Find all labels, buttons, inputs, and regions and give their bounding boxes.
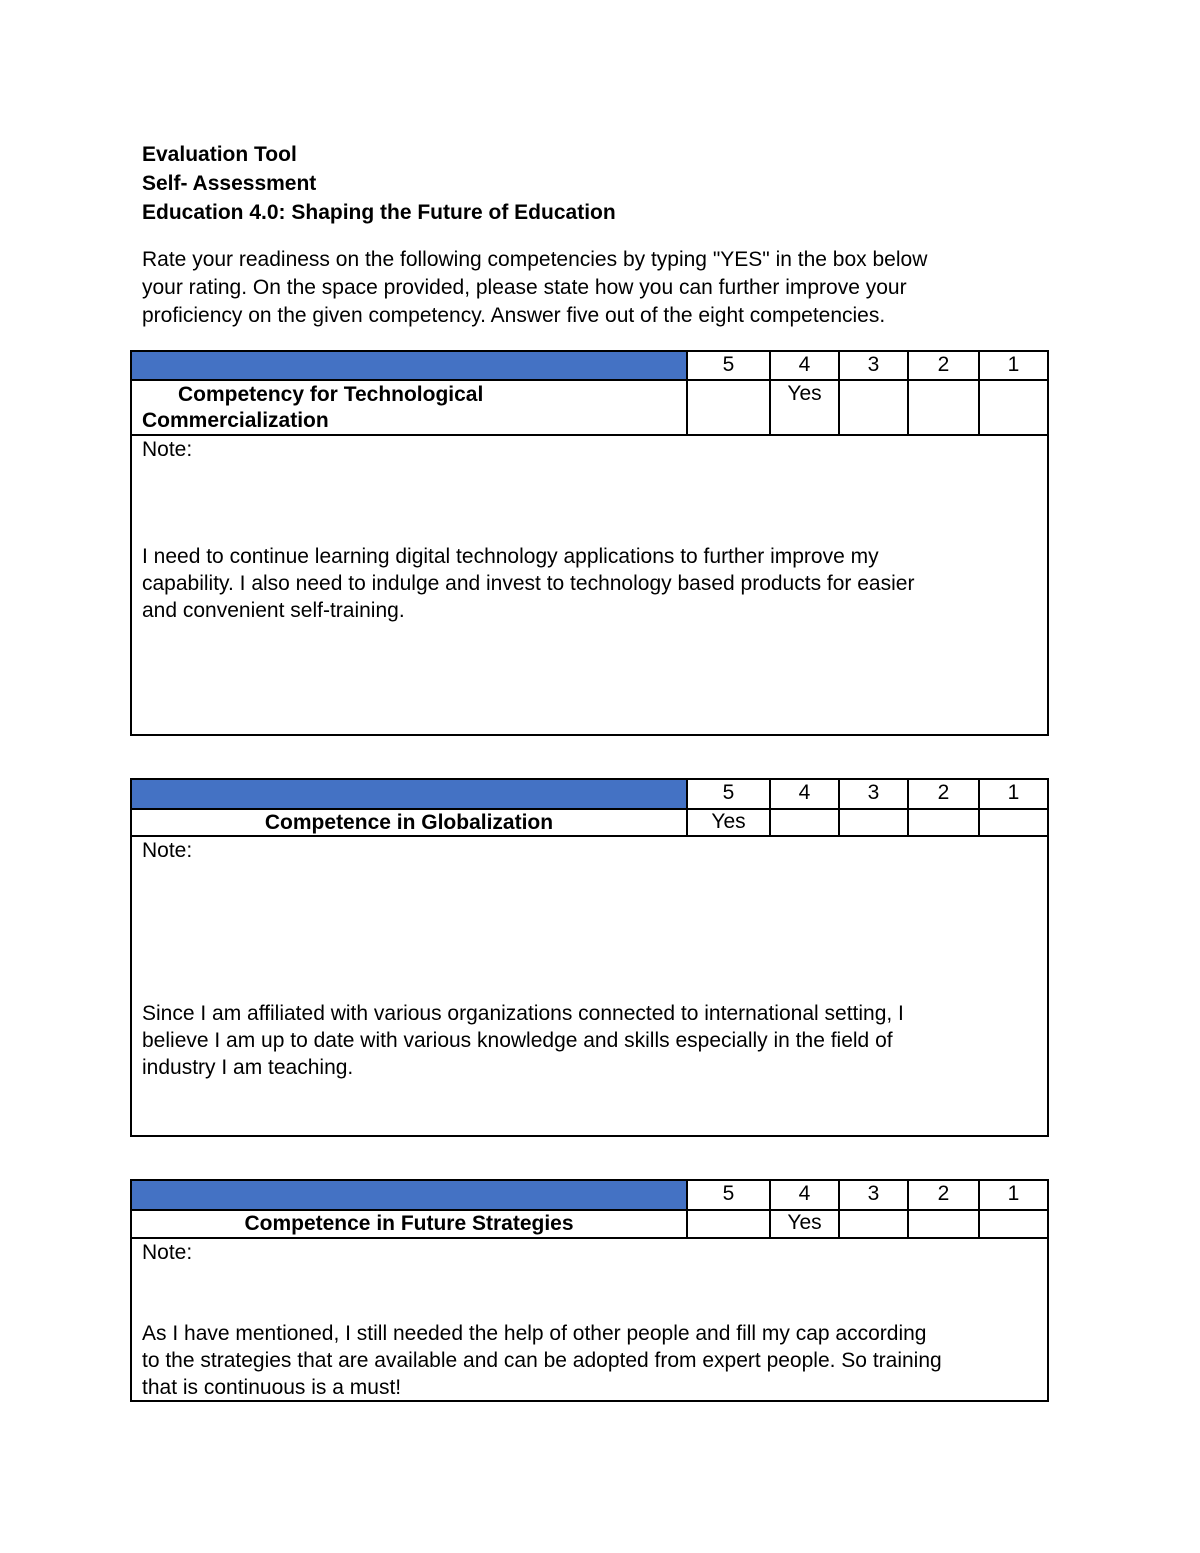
rating-header-1: 1 [980, 1181, 1047, 1211]
note-line: and convenient self-training. [142, 599, 405, 622]
rating-cell-2[interactable] [909, 810, 980, 837]
instruction-line: proficiency on the given competency. Answer five out of the eight competencies. [142, 304, 886, 327]
competency-table-technological-commercialization [130, 350, 1049, 736]
rating-header-3: 3 [840, 780, 909, 810]
rating-header-4: 4 [771, 780, 840, 810]
note-text [142, 543, 1033, 624]
note-label: Note: [142, 1241, 193, 1264]
rating-header-2: 2 [909, 352, 980, 381]
rating-cell-1[interactable] [980, 381, 1047, 436]
rating-cell-2[interactable] [909, 1211, 980, 1239]
rating-cell-4[interactable] [771, 810, 840, 837]
note-area[interactable] [132, 436, 1047, 732]
rating-cell-5[interactable] [688, 1211, 771, 1239]
competency-name-line: Competency for Technological [178, 383, 484, 406]
note-line: that is continuous is a must! [142, 1376, 402, 1399]
document-topic: Education 4.0: Shaping the Future of Education [142, 201, 616, 224]
rating-header-4: 4 [771, 1181, 840, 1211]
note-line: As I have mentioned, I still needed the help of other people and fill my cap according [142, 1322, 927, 1345]
note-area[interactable] [132, 837, 1047, 1135]
note-label: Note: [142, 438, 193, 461]
rating-header-5: 5 [688, 780, 771, 810]
document-title: Evaluation Tool [142, 143, 297, 166]
instruction-line: Rate your readiness on the following competencies by typing "YES" in the box below [142, 248, 928, 271]
note-text [142, 1320, 1033, 1401]
note-line: capability. I also need to indulge and invest to technology based products for easier [142, 572, 915, 595]
rating-header-5: 5 [688, 352, 771, 381]
note-line: Since I am affiliated with various organizations connected to international setting, I [142, 1002, 904, 1025]
competency-name-line: Commercialization [142, 409, 329, 432]
rating-header-2: 2 [909, 1181, 980, 1211]
rating-cell-4[interactable]: Yes [771, 1211, 840, 1239]
table-header-bar [132, 780, 688, 810]
document-subtitle: Self- Assessment [142, 172, 317, 195]
note-line: industry I am teaching. [142, 1056, 354, 1079]
rating-cell-3[interactable] [840, 381, 909, 436]
document-header [142, 140, 1042, 227]
competency-name [132, 381, 688, 436]
note-area[interactable] [132, 1239, 1047, 1400]
rating-header-5: 5 [688, 1181, 771, 1211]
rating-cell-3[interactable] [840, 1211, 909, 1239]
note-line: to the strategies that are available and can be adopted from expert people. So training [142, 1349, 942, 1372]
rating-header-3: 3 [840, 1181, 909, 1211]
competency-name: Competence in Future Strategies [132, 1211, 688, 1239]
table-header-bar [132, 1181, 688, 1211]
rating-cell-1[interactable] [980, 1211, 1047, 1239]
rating-cell-4[interactable]: Yes [771, 381, 840, 436]
note-line: I need to continue learning digital technology applications to further improve my [142, 545, 879, 568]
rating-cell-1[interactable] [980, 810, 1047, 837]
competency-name: Competence in Globalization [132, 810, 688, 837]
instructions [142, 246, 1042, 330]
rating-cell-5[interactable] [688, 381, 771, 436]
note-label: Note: [142, 839, 193, 862]
rating-header-1: 1 [980, 780, 1047, 810]
rating-header-1: 1 [980, 352, 1047, 381]
instruction-line: your rating. On the space provided, please state how you can further improve your [142, 276, 907, 299]
rating-header-4: 4 [771, 352, 840, 381]
rating-cell-2[interactable] [909, 381, 980, 436]
note-text [142, 1000, 1033, 1081]
rating-header-2: 2 [909, 780, 980, 810]
note-line: believe I am up to date with various knowledge and skills especially in the field of [142, 1029, 893, 1052]
competency-table-future-strategies [130, 1179, 1049, 1402]
rating-header-3: 3 [840, 352, 909, 381]
competency-table-globalization [130, 778, 1049, 1137]
rating-cell-5[interactable]: Yes [688, 810, 771, 837]
rating-cell-3[interactable] [840, 810, 909, 837]
table-header-bar [132, 352, 688, 381]
